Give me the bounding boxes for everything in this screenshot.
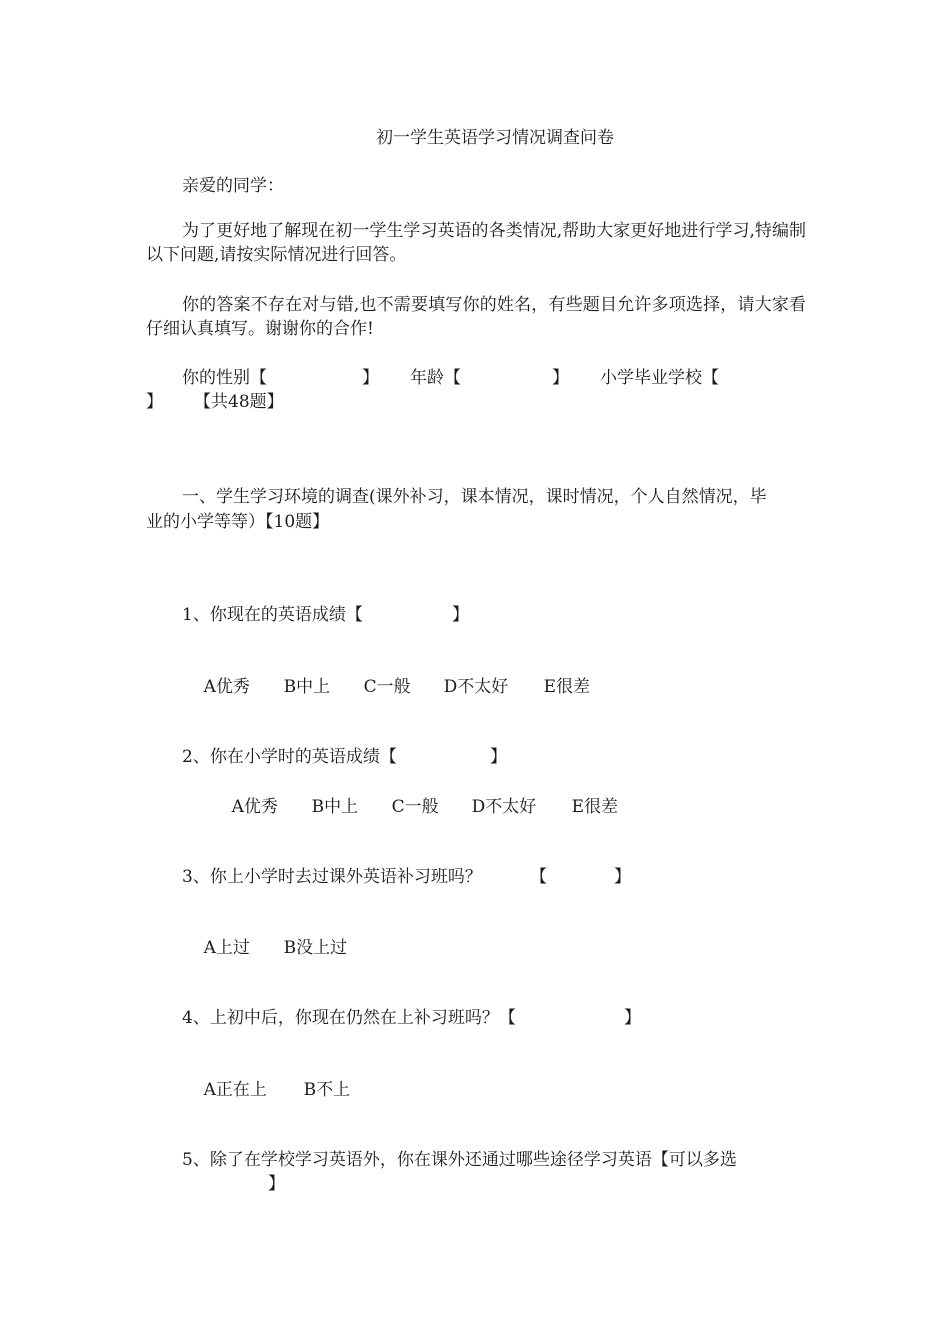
q2-option-a: A优秀 bbox=[231, 797, 278, 817]
q1-option-e: E很差 bbox=[543, 677, 591, 697]
q1-option-a: A优秀 bbox=[203, 677, 250, 697]
section-heading-line-1: 一、学生学习环境的调查(课外补习，课本情况，课时情况，个人自然情况，毕 bbox=[182, 487, 767, 507]
q2-option-e: E很差 bbox=[571, 797, 619, 817]
question-3: 3、你上小学时去过课外英语补习班吗？ bbox=[182, 867, 482, 887]
section-heading-line-2: 业的小学等等）【10题】 bbox=[146, 512, 330, 532]
question-4: 4、上初中后，你现在仍然在上补习班吗？【 bbox=[182, 1008, 516, 1028]
question-total: 【共48题】 bbox=[194, 392, 284, 412]
question-2-options bbox=[210, 771, 618, 843]
intro-paragraph-2: 你的答案不存在对与错,也不需要填写你的姓名，有些题目允许多项选择，请大家看仔细认真填写。谢谢你的合作! bbox=[146, 295, 806, 339]
intro-paragraph-1: 为了更好地了解现在初一学生学习英语的各类情况,帮助大家更好地进行学习,特编制以下问题,请按实际情况进行回答。 bbox=[146, 221, 806, 265]
question-5: 5、除了在学校学习英语外，你在课外还通过哪些途径学习英语【可以多选 bbox=[182, 1150, 737, 1170]
question-3-bracket-open: 【 bbox=[530, 867, 547, 887]
question-1-options bbox=[182, 651, 590, 723]
question-1-bracket-close: 】 bbox=[452, 605, 469, 625]
q1-option-c: C一般 bbox=[363, 677, 411, 697]
question-3-bracket-close: 】 bbox=[614, 867, 631, 887]
question-3-options bbox=[182, 912, 347, 984]
gender-label: 你的性别【 bbox=[182, 368, 267, 388]
question-4-options bbox=[182, 1054, 350, 1126]
q4-option-b: B不上 bbox=[303, 1080, 351, 1100]
question-1: 1、你现在的英语成绩【 bbox=[182, 605, 363, 625]
q3-option-a: A上过 bbox=[203, 938, 250, 958]
q3-option-b: B没上过 bbox=[283, 938, 348, 958]
school-label: 小学毕业学校【 bbox=[600, 368, 719, 388]
greeting: 亲爱的同学： bbox=[182, 176, 284, 196]
gender-bracket-close: 】 bbox=[362, 368, 379, 388]
document-title: 初一学生英语学习情况调查问卷 bbox=[376, 128, 614, 148]
age-bracket-close: 】 bbox=[552, 368, 569, 388]
age-label: 年龄【 bbox=[410, 368, 461, 388]
q1-option-d: D不太好 bbox=[443, 677, 509, 697]
q2-option-c: C一般 bbox=[391, 797, 439, 817]
question-5-bracket-close: 】 bbox=[268, 1174, 285, 1194]
school-bracket-close: 】 bbox=[146, 392, 163, 412]
q2-option-b: B中上 bbox=[311, 797, 359, 817]
q1-option-b: B中上 bbox=[283, 677, 331, 697]
q2-option-d: D不太好 bbox=[471, 797, 537, 817]
question-2-bracket-close: 】 bbox=[490, 747, 507, 767]
question-4-bracket-close: 】 bbox=[624, 1008, 641, 1028]
question-2: 2、你在小学时的英语成绩【 bbox=[182, 747, 397, 767]
q4-option-a: A正在上 bbox=[203, 1080, 267, 1100]
